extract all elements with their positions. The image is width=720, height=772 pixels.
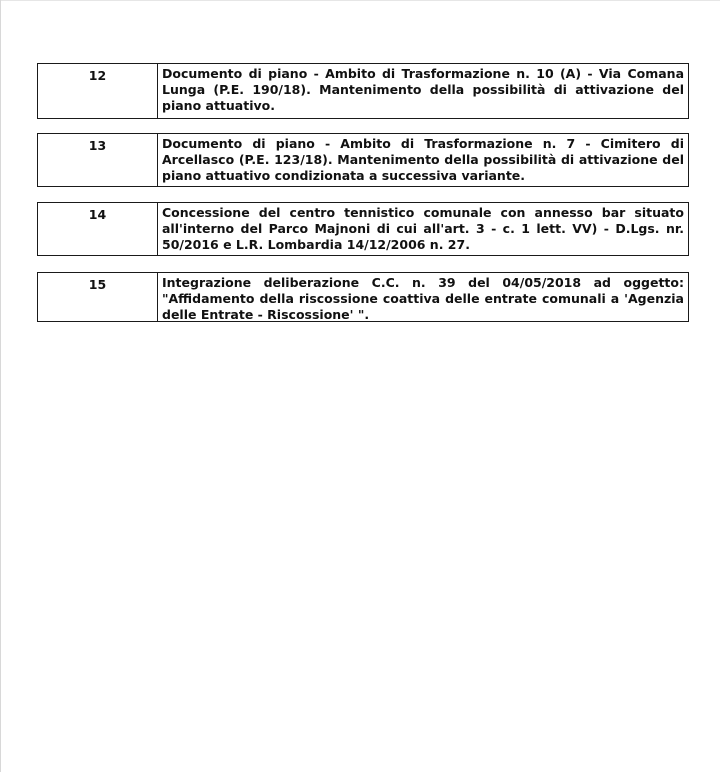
agenda-item-13 [37,133,689,187]
item-description: Integrazione deliberazione C.C. n. 39 del 04/05/2018 ad oggetto: "Affidamento della riscossione coattiva delle entrate comunali a 'Agenzia delle Entrate - Riscossione' ". [162,275,684,322]
item-number: 12 [38,64,158,118]
agenda-item-12 [37,63,689,119]
agenda-item-15 [37,272,689,322]
item-description: Documento di piano - Ambito di Trasformazione n. 10 (A) - Via Comana Lunga (P.E. 190/18). Mantenimento della possibilità di attivazione del piano attuativo. [162,66,684,113]
item-description: Concessione del centro tennistico comunale con annesso bar situato all'interno del Parco Majnoni di cui all'art. 3 - c. 1 lett. VV) - D.Lgs. nr. 50/2016 e L.R. Lombardia 14/12/2006 n. 27. [162,205,684,252]
item-number: 13 [38,134,158,186]
page-edge-left [0,0,1,772]
page-edge-top [0,0,720,1]
item-number: 14 [38,203,158,255]
item-description: Documento di piano - Ambito di Trasformazione n. 7 - Cimitero di Arcellasco (P.E. 123/18). Mantenimento della possibilità di attivazione del piano attuativo condizionata a successiva variante. [162,136,684,183]
item-number: 15 [38,273,158,321]
agenda-item-14 [37,202,689,256]
